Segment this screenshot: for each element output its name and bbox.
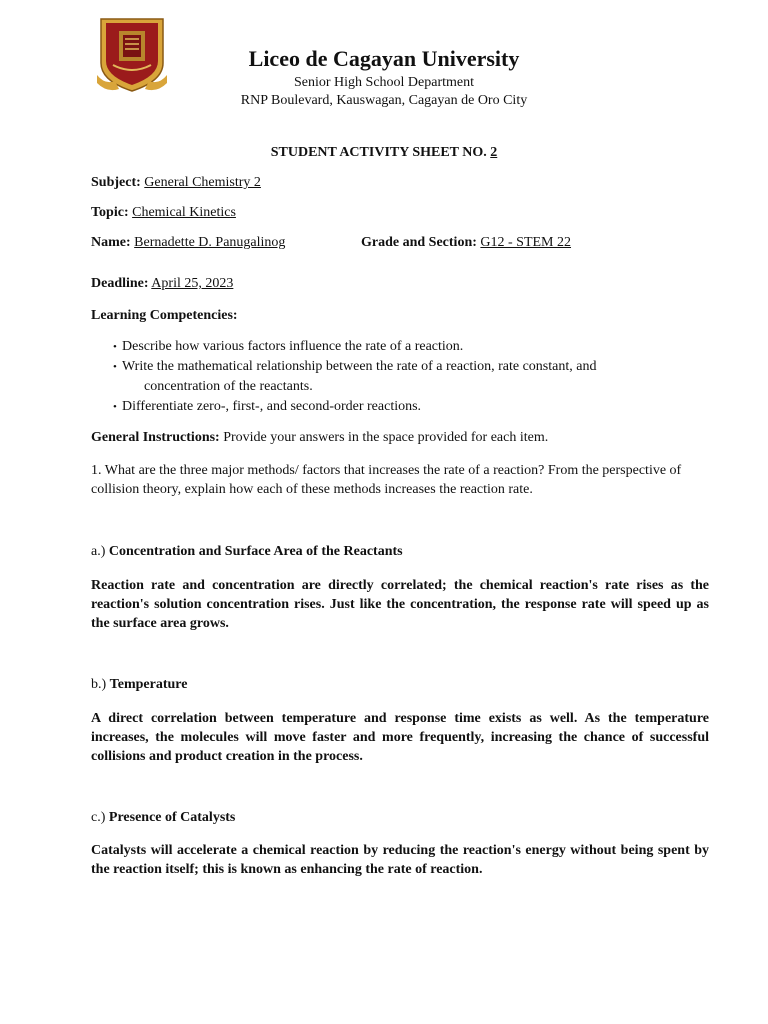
department-name: Senior High School Department xyxy=(293,75,475,90)
answer-prefix: a.) xyxy=(91,544,106,559)
competency-item: • Differentiate zero-, first-, and second-order reactions. xyxy=(113,397,673,417)
answer-title: Concentration and Surface Area of the Reactants xyxy=(108,544,403,559)
subject-value: General Chemistry 2 xyxy=(144,175,261,190)
topic-line xyxy=(91,205,236,221)
answer-prefix: b.) xyxy=(91,677,107,692)
name-value: Bernadette D. Panugalinog xyxy=(134,235,286,250)
university-name: Liceo de Cagayan University xyxy=(248,46,520,71)
question-text: 1. What are the three major methods/ factors that increases the rate of a reaction? From the perspective of collision theory, explain how each of these methods increases the reaction rate. xyxy=(91,463,682,497)
deadline-label: Deadline: xyxy=(91,276,149,291)
competency-item-text: Write the mathematical relationship between the rate of a reaction, rate constant, and xyxy=(122,359,597,374)
sheet-title-prefix: STUDENT ACTIVITY SHEET NO. xyxy=(270,145,487,160)
answer-title: Temperature xyxy=(109,677,188,692)
competency-item xyxy=(113,357,673,397)
answer-b-body: A direct correlation between temperature and response time exists as well. As the temperature increases, the molecules will move faster and more frequently, increasing the chance of successful collisions and product creation in the process. xyxy=(91,711,709,764)
answer-prefix: c.) xyxy=(91,810,106,825)
grade-label: Grade and Section: xyxy=(361,235,477,250)
subject-label: Subject: xyxy=(91,175,141,190)
sheet-number: 2 xyxy=(490,145,498,160)
subject-line xyxy=(91,175,261,191)
topic-label: Topic: xyxy=(91,205,129,220)
answer-a-heading xyxy=(91,544,403,560)
general-instructions xyxy=(91,430,548,446)
competency-item-continuation: concentration of the reactants. xyxy=(144,379,313,394)
university-address: RNP Boulevard, Kauswagan, Cagayan de Oro City xyxy=(240,93,528,108)
competencies-heading: Learning Competencies: xyxy=(91,308,238,323)
answer-b-heading xyxy=(91,677,187,693)
instructions-text: Provide your answers in the space provided for each item. xyxy=(223,430,549,445)
name-label: Name: xyxy=(91,235,131,250)
deadline-value: April 25, 2023 xyxy=(151,276,234,291)
topic-value: Chemical Kinetics xyxy=(132,205,236,220)
deadline-line xyxy=(91,276,233,292)
answer-c-heading xyxy=(91,810,235,826)
instructions-label: General Instructions: xyxy=(91,430,220,445)
grade-line xyxy=(361,235,571,251)
answer-title: Presence of Catalysts xyxy=(108,810,236,825)
answer-c-body: Catalysts will accelerate a chemical reaction by reducing the reaction's energy without being spent by the reaction itself; this is known as enhancing the rate of reaction. xyxy=(91,843,709,877)
grade-value: G12 - STEM 22 xyxy=(480,235,572,250)
competencies-list xyxy=(113,337,673,417)
competency-item: • Describe how various factors influence the rate of a reaction. xyxy=(113,337,673,357)
answer-a-body: Reaction rate and concentration are directly correlated; the chemical reaction's rate rises as the reaction's solution concentration rises. Just like the concentration, the response rate will speed up as the surface area grows. xyxy=(91,578,709,631)
name-line xyxy=(91,235,285,251)
sheet-title xyxy=(0,145,768,161)
